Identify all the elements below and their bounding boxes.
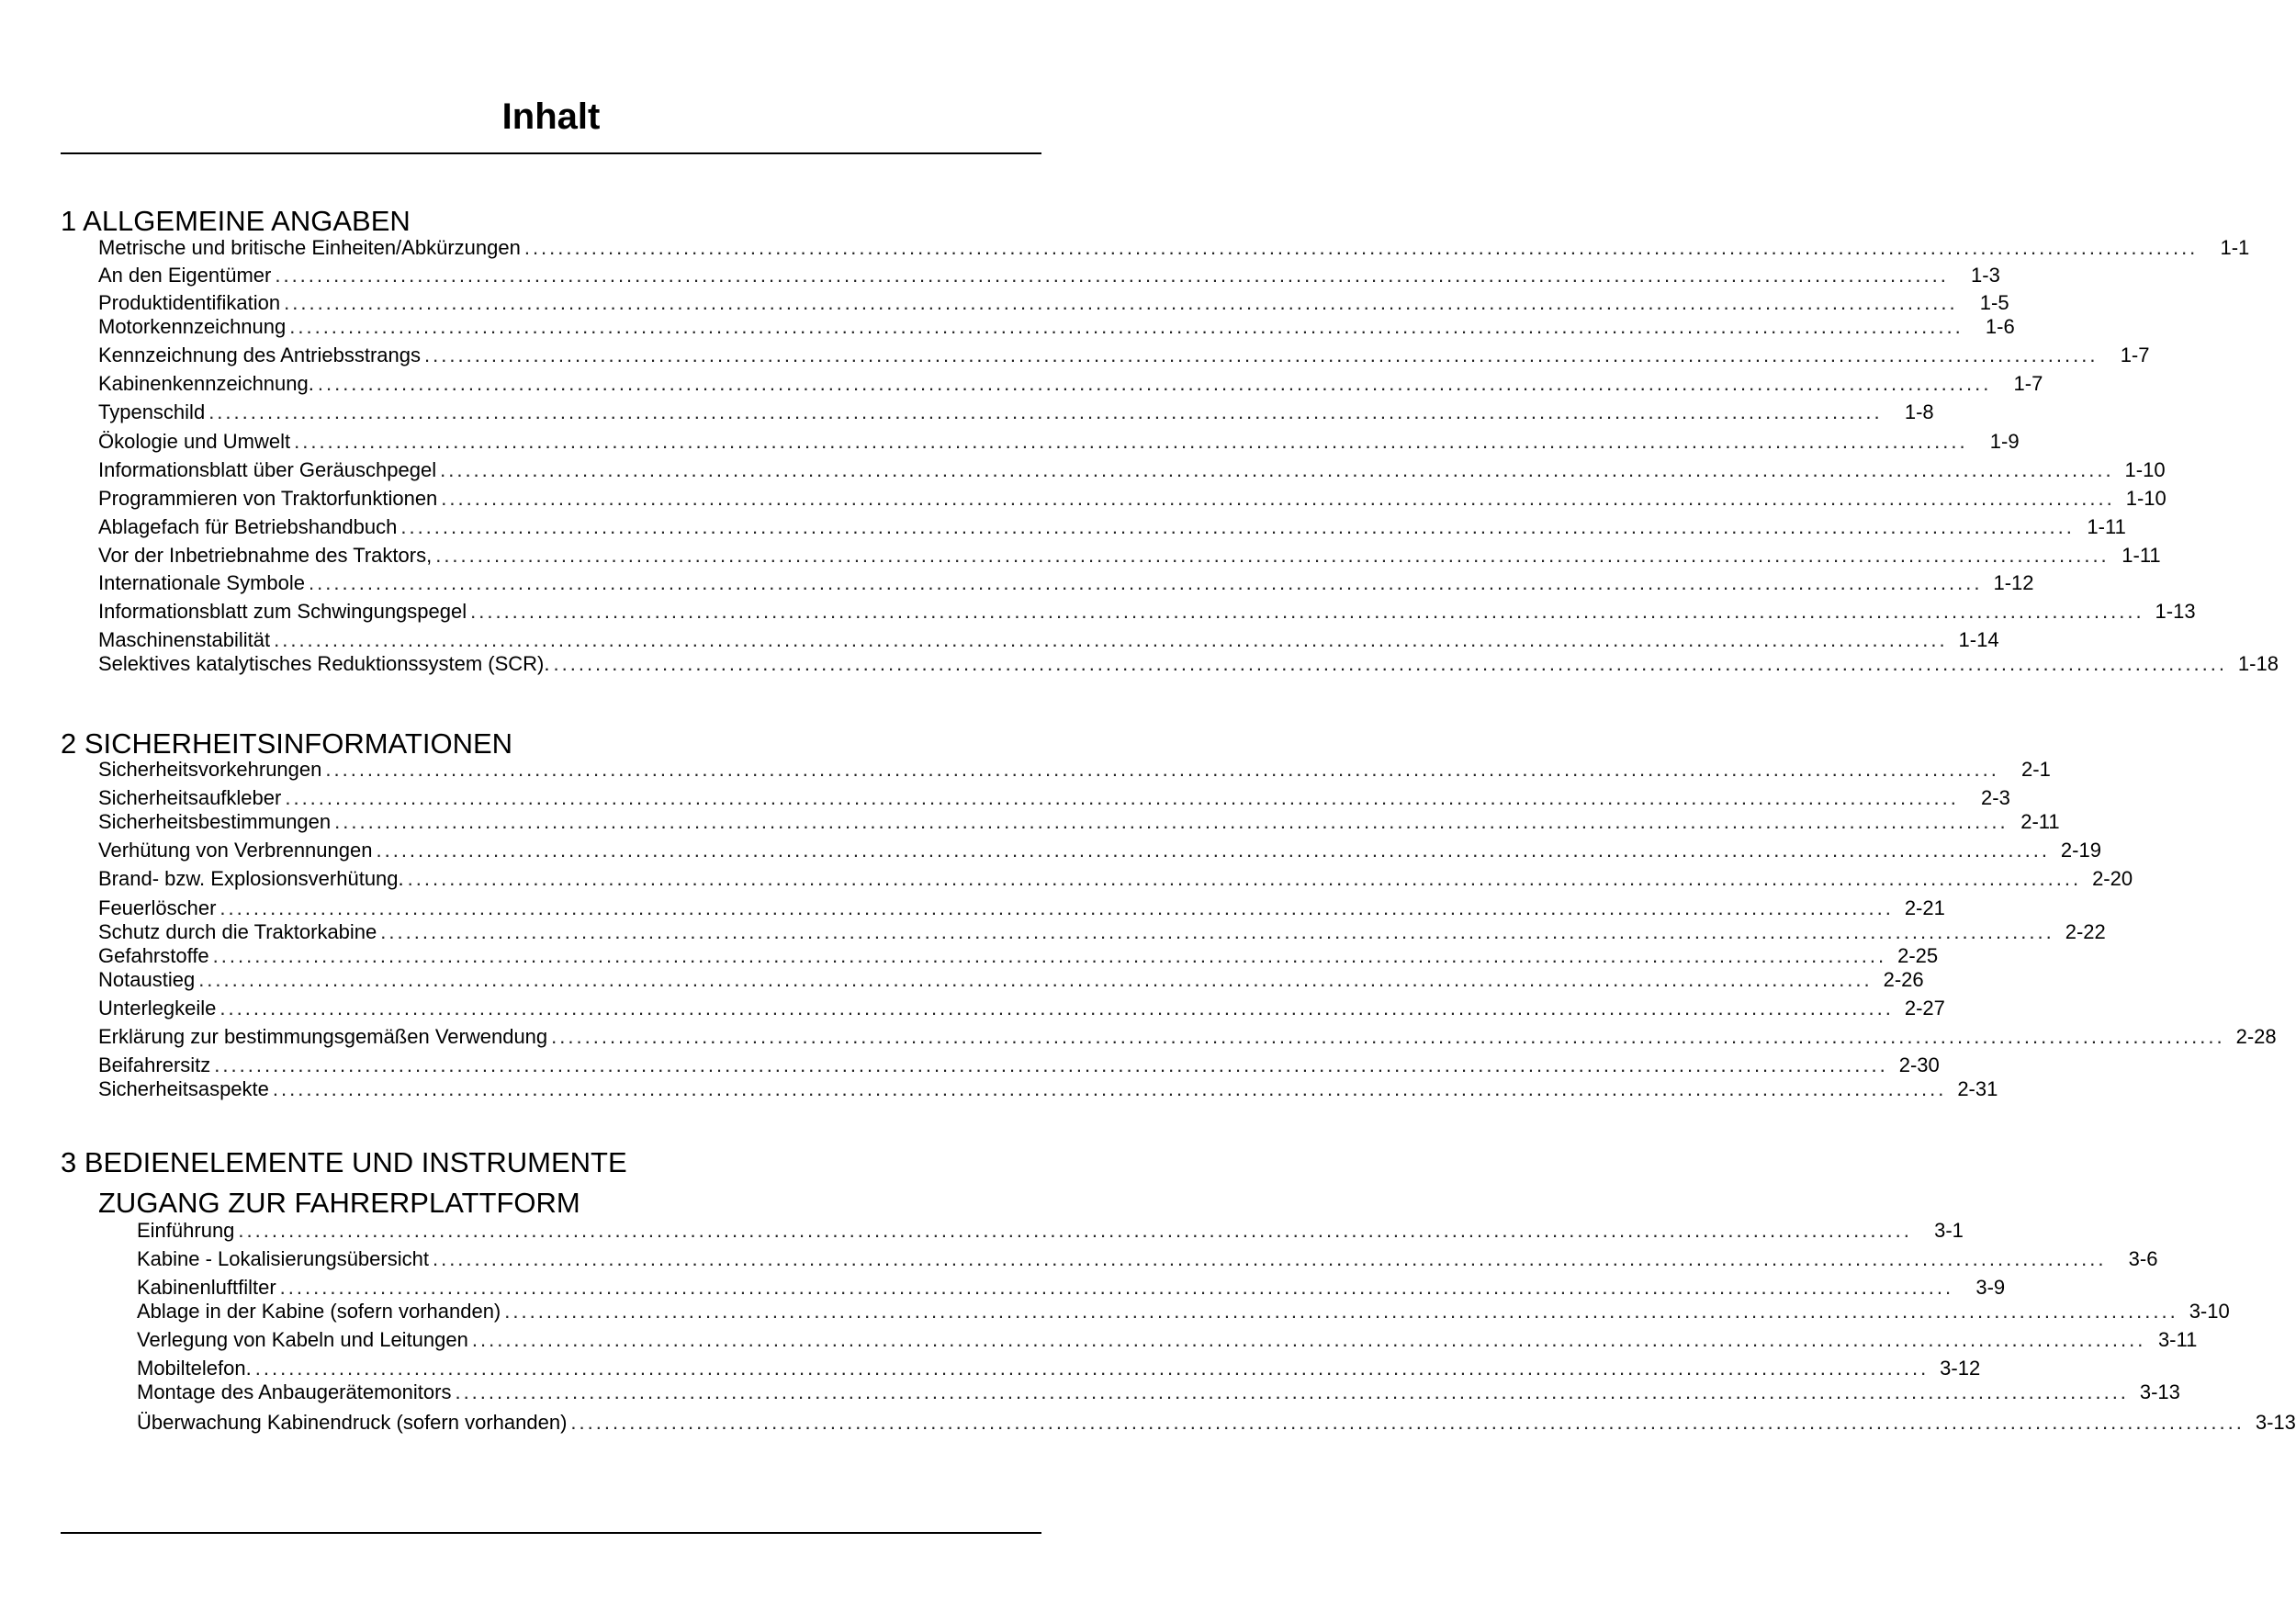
page-title: Inhalt xyxy=(501,96,601,137)
toc-entry-page: 1-12 xyxy=(1993,571,2034,594)
toc-entry-page: 3-9 xyxy=(1975,1276,2006,1299)
toc-entry-title: Sicherheitsaufkleber xyxy=(98,786,282,809)
toc-entry-title: Kabinenluftfilter xyxy=(137,1276,276,1299)
toc-entry-title: Motorkennzeichnung xyxy=(98,315,287,338)
toc-entry[interactable] xyxy=(98,599,2196,625)
toc-entry[interactable] xyxy=(98,838,2101,863)
toc-entry[interactable] xyxy=(98,514,2126,540)
toc-entry-page: 2-30 xyxy=(1898,1053,1940,1076)
leader-dots: ........................................................................................................................................................................................................ xyxy=(254,1357,1930,1380)
toc-entry-page: 3-12 xyxy=(1940,1357,1981,1380)
toc-entry-title: Gefahrstoffe xyxy=(98,944,209,967)
toc-entry-title: Ablagefach für Betriebshandbuch xyxy=(98,515,398,538)
leader-dots: ........................................................................................................................................................................................................ xyxy=(441,487,2115,510)
toc-entry-title: Metrische und britische Einheiten/Abkürzungen xyxy=(98,236,521,259)
toc-entry[interactable] xyxy=(137,1410,2296,1436)
toc-entry-page: 1-9 xyxy=(1989,430,2020,453)
toc-entry[interactable] xyxy=(98,757,2051,783)
toc-entry-title: Typenschild xyxy=(98,400,206,423)
toc-entry[interactable] xyxy=(98,290,2009,316)
leader-dots: ........................................................................................................................................................................................................ xyxy=(440,458,2114,481)
toc-entry-page: 2-19 xyxy=(2060,839,2101,862)
leader-dots: ........................................................................................................................................................................................................ xyxy=(208,400,1883,423)
toc-entry-page: 2-22 xyxy=(2065,920,2106,943)
footer-rule xyxy=(61,1532,1041,1534)
toc-entry[interactable] xyxy=(98,651,2279,677)
toc-entry-title: Maschinenstabilität xyxy=(98,628,271,651)
toc-entry-page: 1-3 xyxy=(1971,264,2000,287)
toc-entry-title: Kennzeichnung des Antriebsstrangs xyxy=(98,344,422,366)
toc-entry-page: 1-7 xyxy=(2013,372,2043,395)
leader-dots: ........................................................................................................................................................................................................ xyxy=(238,1219,1912,1242)
toc-entry-title: Sicherheitsbestimmungen xyxy=(98,810,332,833)
toc-entry-title: Unterlegkeile xyxy=(98,997,217,1020)
header-rule xyxy=(61,152,1041,154)
toc-entry-title: Verhütung von Verbrennungen xyxy=(98,839,373,862)
leader-dots: ........................................................................................................................................................................................................ xyxy=(551,1025,2225,1048)
toc-entry[interactable] xyxy=(98,429,2020,455)
toc-entry-page: 1-8 xyxy=(1904,400,1934,423)
toc-entry[interactable] xyxy=(98,543,2161,569)
toc-entry-title: Informationsblatt zum Schwingungspegel xyxy=(98,600,467,623)
toc-entry-page: 2-25 xyxy=(1897,944,1939,967)
toc-entry-page: 3-1 xyxy=(1934,1219,1964,1242)
leader-dots: ........................................................................................................................................................................................................ xyxy=(325,758,1999,781)
leader-dots: ........................................................................................................................................................................................................ xyxy=(504,1300,2178,1323)
leader-dots: ........................................................................................................................................................................................................ xyxy=(317,372,1992,395)
toc-entry-title: Überwachung Kabinendruck (sofern vorhanden) xyxy=(137,1411,568,1434)
toc-entry-title: Programmieren von Traktorfunktionen xyxy=(98,487,438,510)
toc-entry-page: 1-13 xyxy=(2155,600,2196,623)
toc-entry[interactable] xyxy=(98,314,2015,340)
leader-dots: ........................................................................................................................................................................................................ xyxy=(570,1411,2245,1434)
leader-dots: ........................................................................................................................................................................................................ xyxy=(214,1053,1888,1076)
toc-entry-title: Ablage in der Kabine (sofern vorhanden) xyxy=(137,1300,501,1323)
toc-entry-title: Produktidentifikation xyxy=(98,291,281,314)
toc-entry-page: 1-6 xyxy=(1985,315,2015,338)
toc-entry[interactable] xyxy=(98,457,2166,483)
toc-entry-title: Sicherheitsaspekte xyxy=(98,1077,269,1100)
section-heading-2: 2 SICHERHEITSINFORMATIONEN xyxy=(61,727,513,760)
toc-entry[interactable] xyxy=(98,263,2000,288)
toc-entry-title: Feuerlöscher xyxy=(98,896,217,919)
leader-dots: ........................................................................................................................................................................................................ xyxy=(523,236,2199,259)
toc-entry-page: 2-11 xyxy=(2020,810,2060,833)
toc-entry-page: 1-14 xyxy=(1958,628,1999,651)
leader-dots: ........................................................................................................................................................................................................ xyxy=(212,944,1887,967)
toc-entry[interactable] xyxy=(98,919,2106,945)
toc-entry[interactable] xyxy=(98,896,1945,921)
toc-entry[interactable] xyxy=(98,627,1999,653)
toc-entry[interactable] xyxy=(137,1275,2006,1301)
section-heading-1: 1 ALLGEMEINE ANGABEN xyxy=(61,205,411,237)
toc-entry[interactable] xyxy=(137,1218,1964,1244)
toc-entry[interactable] xyxy=(98,809,2060,835)
toc-entry[interactable] xyxy=(98,371,2043,397)
toc-entry-page: 1-11 xyxy=(2122,544,2161,567)
toc-entry-page: 1-5 xyxy=(1979,291,2009,314)
toc-entry[interactable] xyxy=(98,570,2034,596)
toc-entry[interactable] xyxy=(98,943,1939,969)
toc-entry-title: Internationale Symbole xyxy=(98,571,306,594)
leader-dots: ........................................................................................................................................................................................................ xyxy=(289,315,1964,338)
leader-dots: ........................................................................................................................................................................................................ xyxy=(553,652,2227,675)
section-heading-3: 3 BEDIENELEMENTE UND INSTRUMENTE xyxy=(61,1146,627,1178)
toc-entry[interactable] xyxy=(137,1299,2230,1324)
toc-entry-title: Verlegung von Kabeln und Leitungen xyxy=(137,1328,468,1351)
toc-entry-page: 1-11 xyxy=(2087,515,2126,538)
toc-entry-page: 2-20 xyxy=(2092,867,2133,890)
leader-dots: ........................................................................................................................................................................................................ xyxy=(380,920,2054,943)
toc-entry[interactable] xyxy=(98,343,2150,368)
leader-dots: ........................................................................................................................................................................................................ xyxy=(435,544,2110,567)
toc-entry[interactable] xyxy=(98,1053,1940,1078)
leader-dots: ........................................................................................................................................................................................................ xyxy=(376,839,2050,862)
leader-dots: ........................................................................................................................................................................................................ xyxy=(334,810,2009,833)
toc-entry-page: 2-26 xyxy=(1883,968,1924,991)
toc-entry-page: 2-28 xyxy=(2235,1025,2277,1048)
toc-entry[interactable] xyxy=(98,1024,2277,1050)
toc-entry-title: Erklärung zur bestimmungsgemäßen Verwendung xyxy=(98,1025,548,1048)
leader-dots: ........................................................................................................................................................................................................ xyxy=(407,867,2082,890)
toc-entry-title: Mobiltelefon. xyxy=(137,1357,252,1380)
toc-entry-page: 2-21 xyxy=(1904,896,1945,919)
toc-entry-title: Informationsblatt über Geräuschpegel xyxy=(98,458,437,481)
toc-entry-page: 3-13 xyxy=(2255,1411,2296,1434)
leader-dots: ........................................................................................................................................................................................................ xyxy=(279,1276,1954,1299)
toc-entry-title: Selektives katalytisches Reduktionssystem (SCR). xyxy=(98,652,550,675)
toc-entry-title: An den Eigentümer xyxy=(98,264,272,287)
toc-entry[interactable] xyxy=(98,967,1924,993)
leader-dots: ........................................................................................................................................................................................................ xyxy=(285,786,1959,809)
toc-entry[interactable] xyxy=(137,1246,2158,1272)
toc-entry-page: 2-31 xyxy=(1957,1077,1998,1100)
leader-dots: ........................................................................................................................................................................................................ xyxy=(275,264,1949,287)
toc-entry-title: Einführung xyxy=(137,1219,235,1242)
leader-dots: ........................................................................................................................................................................................................ xyxy=(219,896,1894,919)
toc-entry-page: 1-10 xyxy=(2125,487,2167,510)
toc-entry[interactable] xyxy=(98,1076,1998,1102)
toc-entry-title: Schutz durch die Traktorkabine xyxy=(98,920,377,943)
toc-entry-page: 3-11 xyxy=(2157,1328,2198,1351)
leader-dots: ........................................................................................................................................................................................................ xyxy=(294,430,1968,453)
toc-entry-title: Kabinenkennzeichnung. xyxy=(98,372,314,395)
toc-entry[interactable] xyxy=(98,996,1945,1021)
leader-dots: ........................................................................................................................................................................................................ xyxy=(284,291,1958,314)
toc-entry-page: 3-13 xyxy=(2139,1380,2180,1403)
leader-dots: ........................................................................................................................................................................................................ xyxy=(274,628,1948,651)
toc-entry[interactable] xyxy=(98,866,2133,892)
toc-entry-title: Vor der Inbetriebnahme des Traktors, xyxy=(98,544,433,567)
leader-dots: ........................................................................................................................................................................................................ xyxy=(470,600,2144,623)
toc-entry[interactable] xyxy=(98,486,2167,512)
leader-dots: ........................................................................................................................................................................................................ xyxy=(424,344,2099,366)
toc-entry-page: 3-10 xyxy=(2189,1300,2230,1323)
toc-entry-page: 2-27 xyxy=(1904,997,1945,1020)
leader-dots: ........................................................................................................................................................................................................ xyxy=(219,997,1894,1020)
toc-entry-page: 3-6 xyxy=(2128,1247,2158,1270)
toc-entry-page: 2-3 xyxy=(1981,786,2010,809)
toc-entry-page: 1-10 xyxy=(2124,458,2166,481)
toc-entry[interactable] xyxy=(137,1327,2198,1353)
toc-entry[interactable] xyxy=(98,235,2250,261)
toc-entry-title: Brand- bzw. Explosionsverhütung. xyxy=(98,867,404,890)
toc-entry-page: 2-1 xyxy=(2021,758,2051,781)
leader-dots: ........................................................................................................................................................................................................ xyxy=(455,1380,2129,1403)
toc-entry-title: Kabine - Lokalisierungsübersicht xyxy=(137,1247,429,1270)
toc-entry-page: 1-1 xyxy=(2220,236,2250,259)
leader-dots: ........................................................................................................................................................................................................ xyxy=(471,1328,2146,1351)
toc-entry-title: Beifahrersitz xyxy=(98,1053,211,1076)
leader-dots: ........................................................................................................................................................................................................ xyxy=(198,968,1873,991)
toc-entry[interactable] xyxy=(137,1380,2180,1405)
subsection-heading: ZUGANG ZUR FAHRERPLATTFORM xyxy=(98,1187,580,1219)
toc-entry-title: Notaustieg xyxy=(98,968,196,991)
leader-dots: ........................................................................................................................................................................................................ xyxy=(400,515,2075,538)
leader-dots: ........................................................................................................................................................................................................ xyxy=(272,1077,1947,1100)
toc-entry[interactable] xyxy=(98,400,1934,425)
toc-entry-page: 1-7 xyxy=(2120,344,2150,366)
toc-entry-title: Sicherheitsvorkehrungen xyxy=(98,758,322,781)
leader-dots: ........................................................................................................................................................................................................ xyxy=(432,1247,2107,1270)
toc-entry-page: 1-18 xyxy=(2237,652,2279,675)
toc-entry[interactable] xyxy=(137,1356,1981,1381)
toc-entry[interactable] xyxy=(98,785,2010,811)
toc-entry-title: Montage des Anbaugerätemonitors xyxy=(137,1380,452,1403)
toc-entry-title: Ökologie und Umwelt xyxy=(98,430,291,453)
leader-dots: ........................................................................................................................................................................................................ xyxy=(309,571,1983,594)
